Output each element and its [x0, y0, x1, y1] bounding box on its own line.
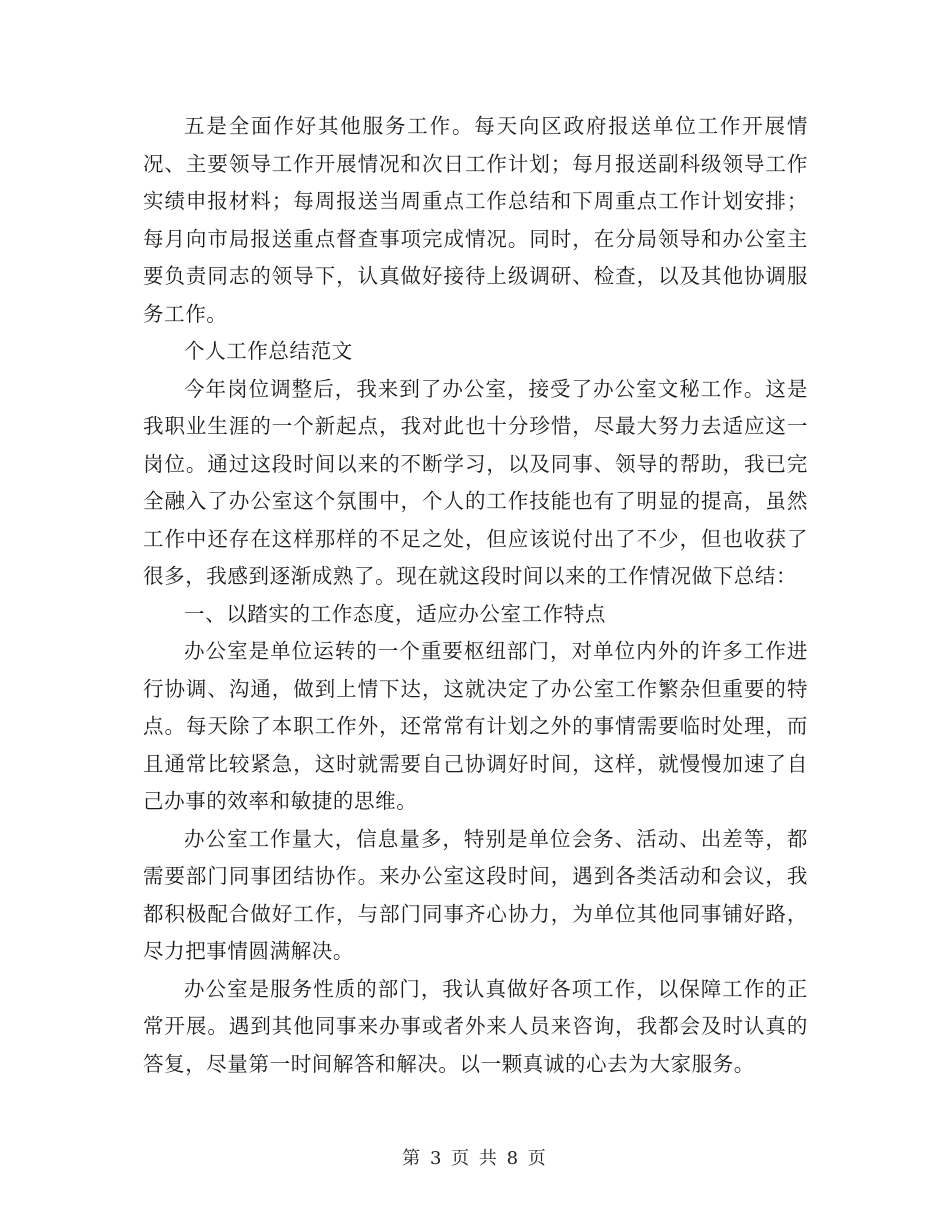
paragraph-service-nature: 办公室是服务性质的部门，我认真做好各项工作，以保障工作的正常开展。遇到其他同事来办事或者外来人员来咨询，我都会及时认真的答复，尽量第一时间解答和解决。以一颗真诚的心去为大家服务。 — [143, 976, 808, 1076]
paragraph-office-hub: 办公室是单位运转的一个重要枢纽部门，对单位内外的许多工作进行协调、沟通，做到上情下达，这就决定了办公室工作繁杂但重要的特点。每天除了本职工作外，还常常有计划之外的事情需要临时处理，而且通常比较紧急，这时就需要自己协调好时间，这样，就慢慢加速了自己办事的效率和敏捷的思维。 — [143, 639, 808, 813]
section-heading-1: 一、以踏实的工作态度，适应办公室工作特点 — [184, 601, 606, 626]
paragraph-workload: 办公室工作量大，信息量多，特别是单位会务、活动、出差等，都需要部门同事团结协作。来办公室这段时间，遇到各类活动和会议，我都积极配合做好工作，与部门同事齐心协力，为单位其他同事铺好路，尽力把事情圆满解决。 — [143, 826, 808, 963]
section-title: 个人工作总结范文 — [184, 339, 353, 363]
page-number-footer: 第 3 页 共 8 页 — [402, 1148, 548, 1169]
document-body — [143, 108, 808, 1083]
paragraph-service-work: 五是全面作好其他服务工作。每天向区政府报送单位工作开展情况、主要领导工作开展情况和次日工作计划；每月报送副科级领导工作实绩申报材料；每周报送当周重点工作总结和下周重点工作计划安排；每月向市局报送重点督查事项完成情况。同时，在分局领导和办公室主要负责同志的领导下，认真做好接待上级调研、检查，以及其他协调服务工作。 — [143, 114, 808, 326]
paragraph-intro: 今年岗位调整后，我来到了办公室，接受了办公室文秘工作。这是我职业生涯的一个新起点，我对此也十分珍惜，尽最大努力去适应这一岗位。通过这段时间以来的不断学习，以及同事、领导的帮助，我已完全融入了办公室这个氛围中，个人的工作技能也有了明显的提高，虽然工作中还存在这样那样的不足之处，但应该说付出了不少，但也收获了很多，我感到逐渐成熟了。现在就这段时间以来的工作情况做下总结： — [143, 376, 808, 588]
